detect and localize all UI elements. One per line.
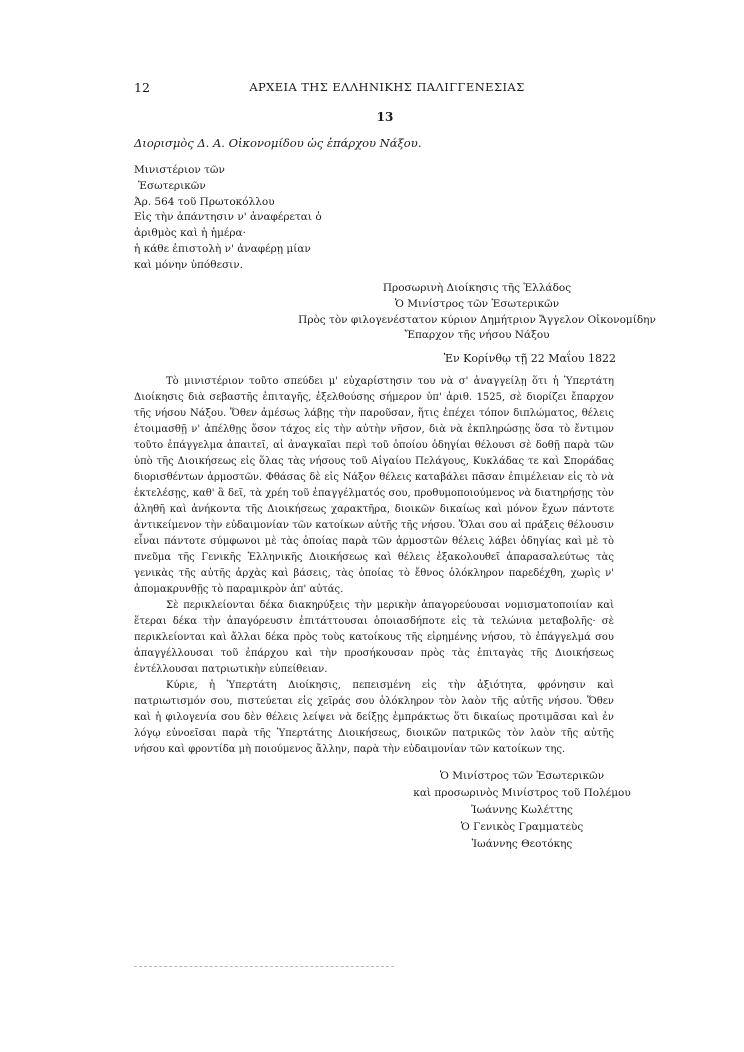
memo-line: Ἀρ. 564 τοῦ Πρωτοκόλλου (134, 195, 275, 208)
body-paragraph: Τὸ μινιστέριον τοῦτο σπεύδει μ' εὐχαρίστησιν του νὰ σ' ἀναγγείλῃ ὅτι ἡ Ὑπερτάτη Διοίκησις διὰ σεβαστῆς ἐπιταγῆς, ἐξελθούσης σήμερον ὑπ' ἀριθ. 1525, σὲ διορίζει ἔπαρχον τῆς νήσου Νάξου. Ὅθεν ἀμέσως λάβῃς τὴν παροῦσαν, ἥτις ἐπέχει τόπον διπλώματος, θέλεις ἑτοιμασθῇ ν' ἀπέλθῃς ὅσον τάχος εἰς τὴν αὐτὴν νῆσον, διὰ νὰ ἐκπληρώσῃς ὅσα τὸ ἔντιμον τοῦτο ἐπάγγελμα ἀπαιτεῖ, αἱ ἀναγκαῖαι περὶ τοῦ ὁποίου ὁδηγίαι θέλουσι σὲ δοθῇ παρὰ τῶν ὑπὸ τῆς Διοικήσεως εἰς ὅλας τὰς νήσους τοῦ Αἰγαίου Πελάγους, Κυκλάδας τε καὶ Σποράδας διορισθέντων ἁρμοστῶν. Φθάσας δὲ εἰς Νάξον θέλεις καταβάλει πᾶσαν ἐπιμέλειαν εἰς τὸ νὰ ἐκτελέσῃς, καθ' ἃ δεῖ, τὰ χρέη τοῦ ἐπαγγέλματός σου, προθυμοποιούμενος νὰ διατηρήσῃς τὸν ἀληθῆ καὶ ἁνήκοντα τῆς Διοικήσεως χαρακτῆρα, διοικῶν δικαίως καὶ μόνον ἔχων πάντοτε ἀντικείμενον τὴν εὐδαιμονίαν τῶν κατοίκων αὐτῆς τῆς νήσου. Ὅλαι σου αἱ πράξεις θέλουσιν εἶναι πάντοτε σύμφωνοι μὲ τὰς ὁποίας παρὰ τῶν ἁρμοστῶν θέλεις λάβει ὁδηγίας καὶ μὲ τὸ πνεῦμα τῆς Γενικῆς Ἑλληνικῆς Διοικήσεως καὶ θέλεις ἐξακολουθεῖ ἀπαρασαλεύτως τὰς γενικὰς τῆς αὐτῆς ἀρχὰς καὶ βάσεις, τὰς ὁποίας τὸ ἔθνος ὁλόκληρον παρεδέχθη, χωρὶς ν' ἀπομακρυνθῇς τὸ παραμικρὸν ἀπ' αὐτάς. (134, 376, 614, 595)
memo-line: Μινιστέριον τῶν (134, 164, 225, 176)
signature-line: Ὁ Γενικὸς Γραμματεὺς (460, 821, 584, 833)
address-line: Προσωρινὴ Διοίκησις τῆς Ἑλλάδος (382, 282, 572, 294)
signature-line: καὶ προσωρινὸς Μινίστρος τοῦ Πολέμου (413, 787, 631, 799)
memo-line: Εἰς τὴν ἀπάντησιν ν' ἀναφέρεται ὁ (134, 211, 322, 224)
signature-block (0, 768, 744, 853)
address-line: Πρὸς τὸν φιλογενέστατον κύριον Δημήτριον Ἄγγελον Οἰκονομίδην (298, 313, 656, 326)
address-block (0, 281, 744, 344)
page-number: 12 (134, 80, 150, 95)
address-line: Ἔπαρχον τῆς νήσου Νάξου (404, 329, 550, 342)
address-line: Ὁ Μινίστρος τῶν Ἐσωτερικῶν (394, 297, 560, 310)
document-number: 13 (376, 110, 394, 124)
footer-divider (134, 966, 394, 967)
document-subject: Διορισμὸς Δ. Α. Οἰκονομίδου ὡς ἐπάρχου Νάξου. (134, 136, 422, 150)
memo-line: ἡ κάθε ἐπιστολὴ ν' ἀναφέρῃ μίαν (134, 242, 311, 255)
memo-line: καὶ μόνην ὑπόθεσιν. (134, 258, 244, 271)
body-paragraph: Σὲ περικλείονται δέκα διακηρύξεις τὴν μερικὴν ἀπαγορεύουσαι νομισματοποιίαν καὶ ἕτεραι δέκα τὴν ἀπαγόρευσιν ἐπιτάττουσαι ὁποιασδήποτε εἰς τὰ τελώνια μεταβολῆς· σὲ περικλείονται καὶ ἄλλαι δέκα πρὸς τοὺς κατοίκους τῆς εἰρημένης νήσου, τὸ ἐπάγγελμά σου ἀπαγγέλλουσαι τοῦ ἐπάρχου καὶ τὴν προσήκουσαν πρὸς τὰς ἐπιταγὰς τῆς Διοικήσεως ἐντέλλουσαι πατριωτικὴν εὐπείθειαν. (134, 600, 614, 675)
signature-line: Ὁ Μινίστρος τῶν Ἐσωτερικῶν (439, 770, 605, 782)
letter-body (134, 374, 614, 758)
memo-line: Ἐσωτερικῶν (138, 179, 206, 192)
signature-line: Ἰωάννης Κωλέττης (471, 804, 573, 816)
signature-line: Ἰωάννης Θεοτόκης (471, 838, 573, 850)
running-title: ΑΡΧΕΙΑ ΤΗΣ ΕΛΛΗΝΙΚΗΣ ΠΑΛΙΓΓΕΝΕΣΙΑΣ (249, 80, 525, 94)
body-paragraph: Κύριε, ἡ Ὑπερτάτη Διοίκησις, πεπεισμένη εἰς τὴν ἀξιότητα, φρόνησιν καὶ πατριωτισμόν σου, πιστεύεται εἰς χεῖράς σου ὁλόκληρον τὸν λαὸν τῆς αὐτῆς νήσου. Ὅθεν καὶ ἡ φιλογενία σου δὲν θέλεις λείψει νὰ δείξῃς ἐμπράκτως ὅτι δικαίως προτιμᾶσαι καὶ ἐν λόγῳ εὐνοεῖσαι παρὰ τῆς Ὑπερτάτης Διοικήσεως, διοικῶν πατρικῶς τὸν λαὸν τῆς αὐτῆς νήσου καὶ φροντίδα μὴ ποιούμενος ἄλλην, παρὰ τὴν εὐδαιμονίαν τῶν κατοίκων της. (134, 680, 614, 755)
memo-block (134, 163, 322, 274)
letter-date: Ἐν Κορίνθῳ τῇ 22 Μαΐου 1822 (443, 352, 616, 365)
memo-line: ἀριθμὸς καὶ ἡ ἡμέρα· (134, 227, 246, 240)
